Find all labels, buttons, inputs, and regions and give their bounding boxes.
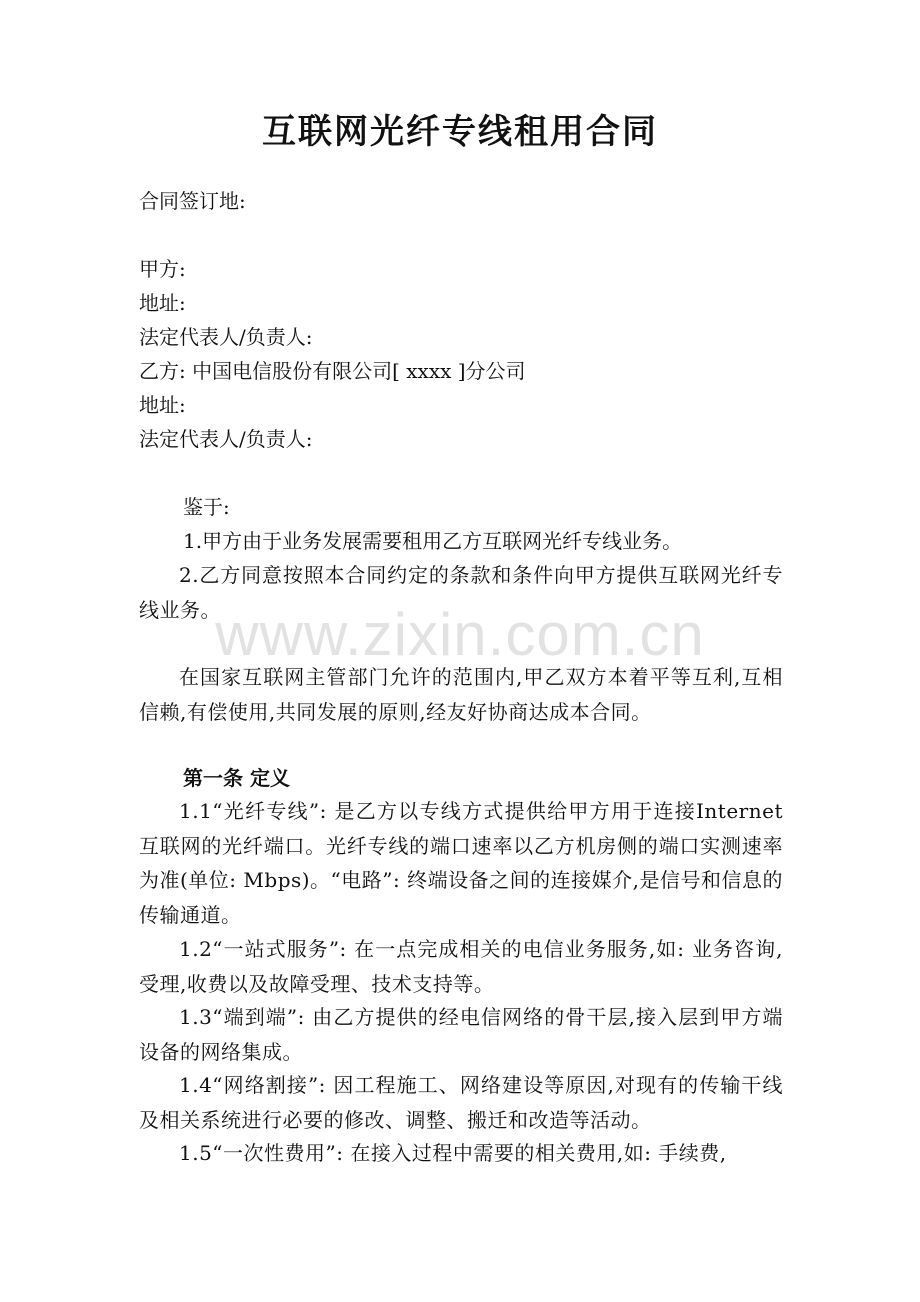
party-b-field: 乙方: 中国电信股份有限公司[ xxxx ]分公司 [139,359,526,383]
party-b-representative-field: 法定代表人/负责人: [139,427,313,451]
party-b-address-field: 地址: [139,393,186,417]
definition-1-3: 1.3“端到端”: 由乙方提供的经电信网络的骨干层,接入层到甲方端设备的网络集成。 [139,1005,783,1064]
whereas-label: 鉴于: [183,495,230,519]
party-a-address-field: 地址: [139,291,186,315]
party-a-representative-field: 法定代表人/负责人: [139,325,313,349]
preamble-paragraph: 在国家互联网主管部门允许的范围内,甲乙双方本着平等互利,互相信赖,有偿使用,共同发展的原则,经友好协商达成本合同。 [139,665,783,724]
definition-1-5: 1.5“一次性费用”: 在接入过程中需要的相关费用,如: 手续费, [179,1141,727,1165]
watermark: www.zixin.com.cn [215,601,705,668]
document-title: 互联网光纤专线租用合同 [262,112,658,152]
party-a-field: 甲方: [139,257,186,281]
definition-1-1: 1.1“光纤专线”: 是乙方以专线方式提供给甲方用于连接Internet互联网的光纤端口。光纤专线的端口速率以乙方机房侧的端口实测速率为准(单位: Mbps)。“电路”: 终端设备之间的连接媒介,是信号和信息的传输通道。 [139,799,783,927]
whereas-item-2: 2.乙方同意按照本合同约定的条款和条件向甲方提供互联网光纤专线业务。 [139,563,783,622]
article-1-heading: 第一条 定义 [183,766,290,790]
whereas-item-1: 1.甲方由于业务发展需要租用乙方互联网光纤专线业务。 [183,529,683,553]
sign-place-field: 合同签订地: [139,189,246,213]
definition-1-2: 1.2“一站式服务”: 在一点完成相关的电信业务服务,如: 业务咨询,受理,收费以及故障受理、技术支持等。 [139,937,783,996]
definition-1-4: 1.4“网络割接”: 因工程施工、网络建设等原因,对现有的传输干线及相关系统进行必要的修改、调整、搬迁和改造等活动。 [139,1073,783,1132]
